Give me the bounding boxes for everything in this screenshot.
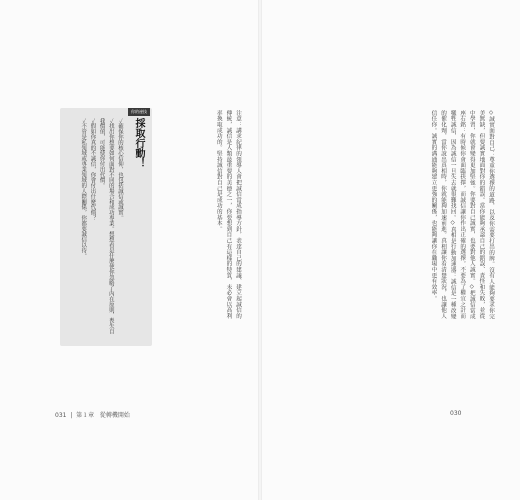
right-folio-number: 030 — [450, 410, 462, 417]
right-page-body-text: ◇誠實面對自己：尊重你選擇的道路，以及你需要打出的牌。沒有人能夠要求你完美無缺，但要誠實地面對你的錯誤。當你能夠承認自己的錯誤、責怪和失敗，並從中學習，你就會變得更加堅強。你要對自己誠實，也要對他人誠實。◇把誠信當成座右銘：有時候你會面臨抉擇，而誠信讓你作出正確的選擇。不要為了權宜之計而犧牲誠信，因為誠信一旦失去就很難找回。◇真相是行動加速器：誠信是一種改變的催化劑，當你說出真相時，你就能夠加速前進。真相讓你看清楚狀況，也讓他人信任你。誠實的溝通能夠建立更強的關係，也能夠讓你在職場中更有效率。 — [430, 110, 494, 320]
action-tag: 你的祕技 — [128, 108, 150, 116]
left-folio: 031 | 第１章 從轉機開始 — [55, 412, 130, 419]
action-item: ✓找出你想要如何面對不同的場合和成功專業。想想看是什麼使你忽略了內在原則，喪失自我價值，可能使你付出代價。 — [98, 118, 114, 334]
left-page-body-text: 注意：講求紀律的領導人會把誠信當成指導方針，表達自己的建議、建立起誠信的傳統，誠信是人類最重要的美德之一，你要想到自己有這樣的特質，未必會以高利率換取成功的。堅持誠信對自己是成功的基本。 — [215, 110, 241, 319]
book-gutter — [258, 0, 262, 500]
action-item: ✓不管是私領域或專業領域的人際關係，你都要誠信以待。 — [80, 118, 87, 259]
action-item: ✓確保你的核心信仰，也包括誠信或誠實。 — [117, 118, 123, 221]
action-item: ✓假如你真的不誠信，你會付出什麼代價？ — [89, 118, 96, 221]
left-folio-chapter: 第１章 — [76, 412, 95, 419]
action-title: 採取行動！ — [133, 118, 144, 168]
left-folio-number: 031 — [55, 412, 67, 419]
action-list — [66, 118, 124, 338]
left-folio-title: 從轉機開始 — [99, 412, 130, 419]
